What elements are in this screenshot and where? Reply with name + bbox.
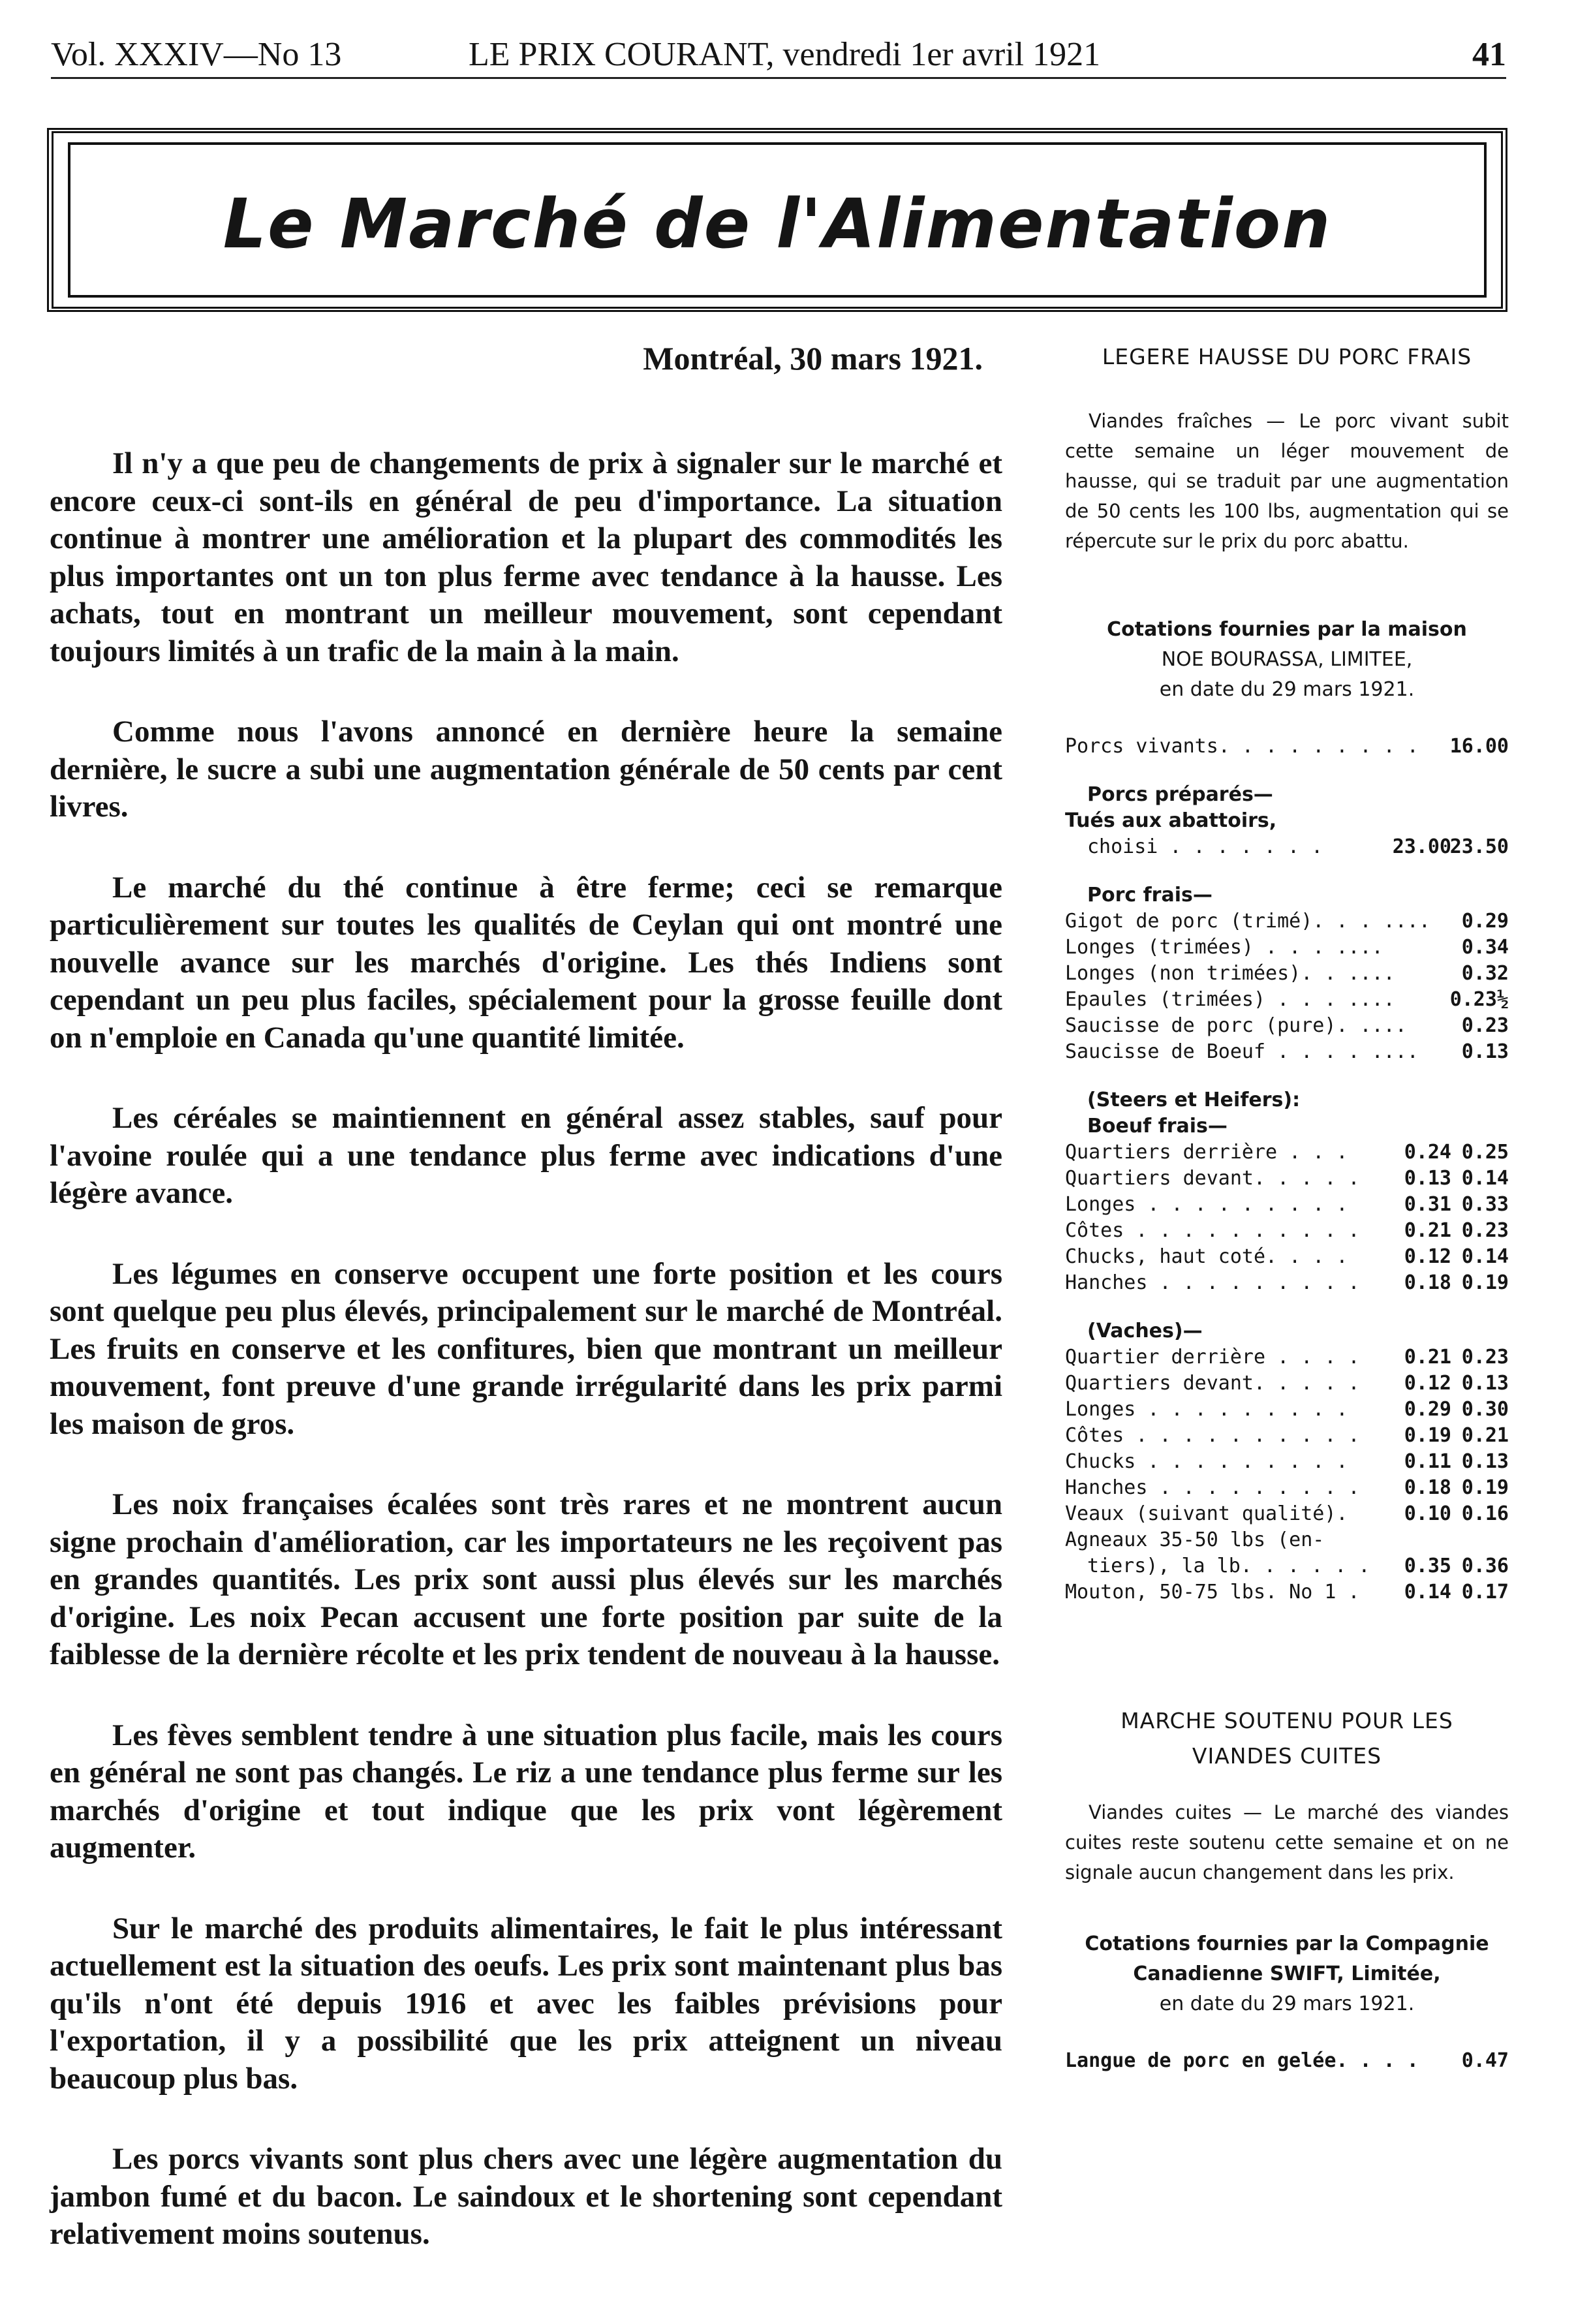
price-value-high: 0.17 <box>1461 1581 1509 1604</box>
article-paragraph: Les céréales se maintiennent en général assez stables, sauf pour l'avoine roulée qui a une tendance plus ferme avec indications d'une légère avance. <box>50 1101 1002 1210</box>
price-value-low: 0.18 <box>1404 1476 1451 1499</box>
price-row <box>1065 1039 1509 1065</box>
sidebar-column <box>1065 339 1509 2074</box>
price-value-high: 0.14 <box>1461 1167 1509 1190</box>
price-value-low: 0.21 <box>1404 1219 1451 1242</box>
price-value-high: 0.16 <box>1461 1502 1509 1525</box>
price-value-high: 0.33 <box>1461 1193 1509 1216</box>
price-value: 0.47 <box>1461 2049 1509 2072</box>
price-value-high: 23.50 <box>1449 835 1509 858</box>
dateline: Montréal, 30 mars 1921. <box>643 340 983 377</box>
price-value-high: 0.21 <box>1461 1424 1509 1447</box>
title-frame-inner <box>68 142 1487 298</box>
publication-date-line: LE PRIX COURANT, vendredi 1er avril 1921 <box>469 36 1101 73</box>
swift-price-table <box>1065 2048 1509 2074</box>
price-label: Saucisse de Boeuf . . . . .... <box>1065 1040 1419 1063</box>
quote-source-line: Cotations fournies par la maison <box>1107 618 1467 641</box>
price-value-high: 0.13 <box>1461 1450 1509 1473</box>
cooked-meat-summary: Viandes cuites — Le marché des viandes cuites reste soutenu cette semaine et on ne signale aucun changement dans les prix. <box>1065 1801 1509 1883</box>
price-row <box>1065 1166 1509 1192</box>
swift-quote-source <box>1065 1929 1509 2019</box>
price-value: 0.23½ <box>1449 988 1509 1011</box>
price-value-low: 0.11 <box>1404 1450 1451 1473</box>
price-value-high: 0.19 <box>1461 1271 1509 1294</box>
article-paragraph: Comme nous l'avons annoncé en dernière heure la semaine dernière, le sucre a subi une augmentation générale de 50 cents par cent livres. <box>50 715 1002 824</box>
price-label: Chucks, haut coté. . . . <box>1065 1245 1348 1268</box>
quote-source-line: Cotations fournies par la Compagnie <box>1085 1932 1489 1955</box>
price-row <box>1065 1371 1509 1397</box>
price-row <box>1065 1423 1509 1449</box>
price-value-low: 0.18 <box>1404 1271 1451 1294</box>
price-value-high: 0.13 <box>1461 1372 1509 1395</box>
beef-rows <box>1065 1139 1509 1296</box>
price-value-low: 0.14 <box>1404 1581 1451 1604</box>
price-value: 0.34 <box>1461 936 1509 959</box>
quote-source-company: NOE BOURASSA, LIMITEE, <box>1161 648 1413 671</box>
price-value-low: 0.21 <box>1404 1346 1451 1369</box>
price-label: Longes . . . . . . . . . <box>1065 1193 1348 1216</box>
group-heading: Porcs préparés— <box>1087 783 1273 806</box>
price-label: Quartiers devant. . . . . <box>1065 1372 1360 1395</box>
price-value: 0.13 <box>1461 1040 1509 1063</box>
price-row <box>1065 908 1509 935</box>
price-label: Quartiers derrière . . . <box>1065 1141 1348 1164</box>
price-value: 16.00 <box>1449 735 1509 758</box>
price-label: Longes . . . . . . . . . <box>1065 1398 1348 1421</box>
price-value-high: 0.23 <box>1461 1346 1509 1369</box>
article-paragraph: Les légumes en conserve occupent une forte position et les cours sont quelque peu plus élevés, principalement sur le marché de Montréal. Les fruits en conserve et les confitures, bien que montrant un meilleur mouvement, font preuve d'une grande irrégularité dans les prix parmi les maison de gros. <box>50 1256 1002 1441</box>
price-value: 0.23 <box>1461 1014 1509 1037</box>
price-label: Epaules (trimées) . . . .... <box>1065 988 1395 1011</box>
price-row <box>1065 1270 1509 1296</box>
price-value-low: 0.12 <box>1404 1245 1451 1268</box>
price-label: Langue de porc en gelée. . . . <box>1065 2049 1419 2072</box>
price-label: choisi . . . . . . . <box>1087 835 1323 858</box>
price-value-low: 0.35 <box>1404 1555 1451 1577</box>
article-column <box>50 339 1002 2297</box>
price-label: Gigot de porc (trimé). . . .... <box>1065 910 1430 933</box>
price-label: Quartiers devant. . . . . <box>1065 1167 1360 1190</box>
group-heading: Porc frais— <box>1087 884 1213 906</box>
group-heading: Tués aux abattoirs, <box>1065 809 1277 832</box>
article-paragraph: Sur le marché des produits alimentaires, le fait le plus intéressant actuellement est la situation des oeufs. Les prix sont maintenant plus bas qu'ils n'ont été depuis 1916 et avec les faibles prévisions pour l'exportation, il y a possibilité que les prix atteignent un niveau beaucoup plus bas. <box>50 1911 1002 2096</box>
quote-source-date: en date du 29 mars 1921. <box>1159 1992 1415 2015</box>
quote-source-company: Canadienne SWIFT, Limitée, <box>1133 1962 1441 1985</box>
pork-quote-source <box>1065 615 1509 705</box>
price-label: Hanches . . . . . . . . . <box>1065 1271 1360 1294</box>
article-paragraph: Les noix françaises écalées sont très rares et ne montrent aucun signe prochain d'amélioration, car les importateurs ne les reçoivent pas en grandes quantités. Les prix sont aussi plus élevés sur les marchés d'origine. Les noix Pecan accusent une forte position par suite de la faiblesse de la dernière récolte et les prix tendent de nouveau à la hausse. <box>50 1487 1002 1671</box>
price-row <box>1065 1244 1509 1270</box>
fresh-pork-rows <box>1065 908 1509 1065</box>
price-label: Mouton, 50-75 lbs. No 1 . <box>1065 1581 1360 1604</box>
price-value-low: 0.10 <box>1404 1502 1451 1525</box>
price-value-low: 0.24 <box>1404 1141 1451 1164</box>
price-label: tiers), la lb. . . . . . <box>1087 1555 1370 1577</box>
price-row <box>1065 961 1509 987</box>
price-label: Côtes . . . . . . . . . . <box>1065 1424 1360 1447</box>
article-paragraph: Il n'y a que peu de changements de prix à signaler sur le marché et encore ceux-ci sont-ils en général de peu d'importance. La situation continue à montrer une amélioration et la plupart des commodités les plus importantes ont un ton plus ferme avec tendance à la hausse. Les achats, tout en montrant un meilleur mouvement, sont cependant toujours limités à un trafic de la main à la main. <box>50 446 1002 668</box>
price-value-high: 0.25 <box>1461 1141 1509 1164</box>
price-label: Quartier derrière . . . . <box>1065 1346 1360 1369</box>
price-row <box>1065 2048 1509 2074</box>
price-row <box>1065 1475 1509 1501</box>
pork-price-table <box>1065 734 1509 1605</box>
price-value: 0.32 <box>1461 962 1509 985</box>
price-row <box>1065 1449 1509 1475</box>
price-row <box>1065 1397 1509 1423</box>
price-value-high: 0.19 <box>1461 1476 1509 1499</box>
price-label: Côtes . . . . . . . . . . <box>1065 1219 1360 1242</box>
cooked-meat-heading <box>1065 1703 1509 1774</box>
price-value-low: 0.13 <box>1404 1167 1451 1190</box>
group-heading: Boeuf frais— <box>1087 1115 1228 1138</box>
article-paragraph: Le marché du thé continue à être ferme; ceci se remarque particulièrement sur toutes les qualités de Ceylan qui ont montré une nouvelle avance sur les marchés d'origine. Les thés Indiens sont cependant un peu plus faciles, spécialement pour la grosse feuille dont on n'emploie en Canada qu'une quantité limitée. <box>50 870 1002 1055</box>
price-label: Agneaux 35-50 lbs (en- <box>1065 1528 1325 1551</box>
running-head <box>51 33 1506 81</box>
volume-number: Vol. XXXIV—No 13 <box>51 36 342 73</box>
price-value-high: 0.36 <box>1461 1555 1509 1577</box>
article-paragraph: Les fèves semblent tendre à une situation plus facile, mais les cours en général ne sont pas changés. Le riz a une tendance plus ferme sur les marchés d'origine et tout indique que les prix vont légèrement augmenter. <box>50 1718 1002 1865</box>
price-label: Chucks . . . . . . . . . <box>1065 1450 1348 1473</box>
price-label: Hanches . . . . . . . . . <box>1065 1476 1360 1499</box>
cow-rows <box>1065 1344 1509 1605</box>
price-value-low: 0.12 <box>1404 1372 1451 1395</box>
price-row <box>1065 1344 1509 1371</box>
price-row <box>1065 1139 1509 1166</box>
price-value: 0.29 <box>1461 910 1509 933</box>
quote-source-date: en date du 29 mars 1921. <box>1159 678 1415 701</box>
price-row <box>1065 834 1509 860</box>
header-rule <box>51 77 1506 79</box>
article-paragraph: Les porcs vivants sont plus chers avec une légère augmentation du jambon fumé et du bacon. Le saindoux et le shortening sont cependant relativement moins soutenus. <box>50 2142 1002 2251</box>
price-row <box>1065 987 1509 1013</box>
heading-line: MARCHE SOUTENU POUR LES <box>1120 1708 1453 1733</box>
price-label: Veaux (suivant qualité). <box>1065 1502 1348 1525</box>
price-row <box>1065 1218 1509 1244</box>
price-value-low: 0.19 <box>1404 1424 1451 1447</box>
price-row <box>1065 734 1509 760</box>
title-frame <box>47 128 1507 312</box>
price-label: Saucisse de porc (pure). .... <box>1065 1014 1407 1037</box>
price-row <box>1065 1192 1509 1218</box>
price-row <box>1065 1501 1509 1527</box>
pork-heading: LEGERE HAUSSE DU PORC FRAIS <box>1102 344 1472 369</box>
price-value-low: 0.31 <box>1404 1193 1451 1216</box>
price-row <box>1065 1527 1509 1553</box>
price-value-low: 0.29 <box>1404 1398 1451 1421</box>
heading-line: VIANDES CUITES <box>1192 1743 1382 1769</box>
price-value-high: 0.14 <box>1461 1245 1509 1268</box>
section-title: Le Marché de l'Alimentation <box>223 184 1332 264</box>
price-label: Longes (trimées) . . . .... <box>1065 936 1383 959</box>
price-label: Longes (non trimées). . .... <box>1065 962 1395 985</box>
price-row <box>1065 1579 1509 1605</box>
price-row <box>1065 1553 1509 1579</box>
price-value-low: 23.00 <box>1392 835 1451 858</box>
price-value-high: 0.23 <box>1461 1219 1509 1242</box>
pork-summary: Viandes fraîches — Le porc vivant subit cette semaine un léger mouvement de hausse, qui se traduit par une augmentation de 50 cents les 100 lbs, augmentation qui se répercute sur le prix du porc abattu. <box>1065 410 1509 552</box>
page-number: 41 <box>1472 36 1506 73</box>
price-value-high: 0.30 <box>1461 1398 1509 1421</box>
price-label: Porcs vivants. . . . . . . . . <box>1065 735 1419 758</box>
group-heading: (Vaches)— <box>1087 1320 1203 1342</box>
price-row <box>1065 935 1509 961</box>
group-heading: (Steers et Heifers): <box>1087 1089 1301 1111</box>
price-row <box>1065 1013 1509 1039</box>
